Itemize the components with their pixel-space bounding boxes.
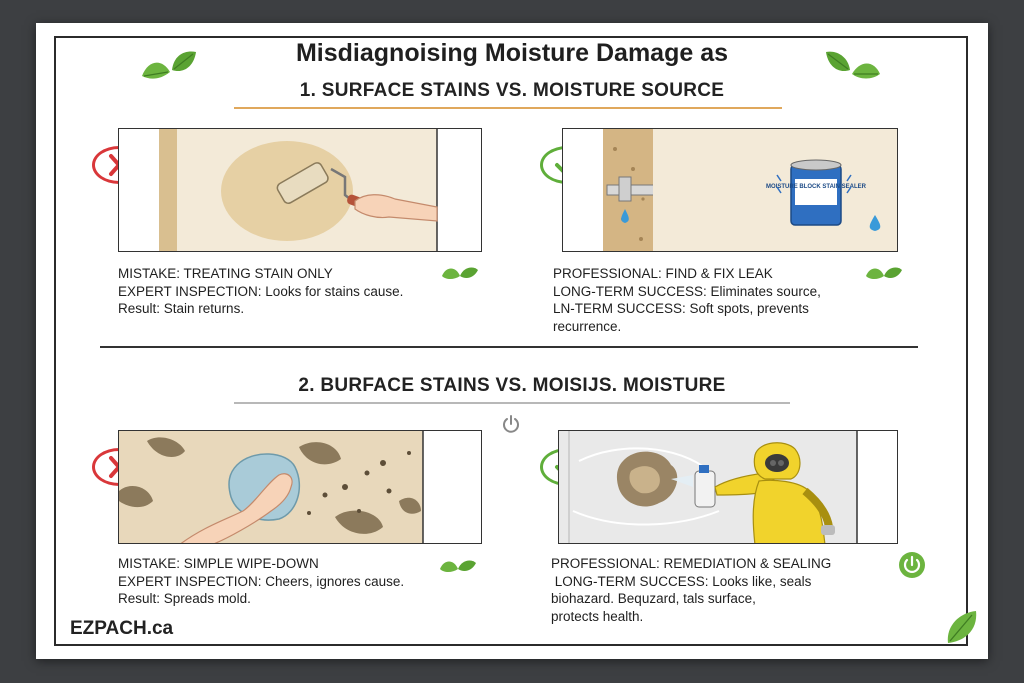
caption-line [553, 300, 821, 318]
section-underline [234, 107, 782, 109]
professional-caption [553, 265, 821, 335]
caption-line [553, 265, 821, 283]
caption-line [551, 590, 831, 608]
leaf-icon [864, 262, 904, 282]
caption-label: LONG-TERM SUCCESS: [551, 573, 709, 589]
caption-label: LN-TERM SUCCESS: [553, 301, 686, 316]
caption-line [551, 608, 831, 626]
section-heading: 2. BURFACE STAINS VS. MOISIJS. MOISTURE [298, 375, 726, 396]
leak-fix-scene [563, 129, 898, 252]
caption-label: LONG-TERM SUCCESS: [553, 283, 707, 299]
power-icon [898, 551, 926, 579]
caption-line [118, 555, 404, 573]
caption-text: Spreads mold. [160, 591, 251, 606]
caption-text: Soft spots, prevents [685, 301, 809, 316]
caption-text: Cheers, ignores cause. [261, 573, 405, 589]
caption-label: MISTAKE: SIMPLE WIPE-DOWN [118, 556, 319, 571]
caption-label: EXPERT INSPECTION: [118, 573, 262, 589]
caption-line [551, 573, 831, 591]
paint-roller-scene [119, 129, 482, 252]
professional-illustration [562, 128, 898, 252]
leaf-icon [440, 262, 480, 282]
caption-line [553, 283, 821, 301]
caption-label: EXPERT INSPECTION: [118, 283, 262, 299]
caption-text: Looks for stains cause. [261, 283, 404, 299]
sealer-can-label: MOISTURE BLOCK STAIN SEALER [766, 184, 866, 190]
caption-label: Result: [118, 591, 161, 606]
caption-label: PROFESSIONAL: REMEDIATION & SEALING [551, 556, 832, 571]
wipe-down-scene [119, 431, 482, 544]
mistake-illustration [118, 128, 482, 252]
leaf-icon [438, 555, 478, 575]
caption-label: protects health. [551, 608, 644, 624]
caption-line [118, 300, 403, 318]
caption-line [118, 590, 404, 608]
mistake-illustration [118, 430, 482, 544]
page-title: Misdiagnoising Moisture Damage as [295, 39, 729, 67]
caption-line [551, 555, 831, 573]
caption-label: recurrence. [553, 318, 622, 334]
leaf-icon [822, 48, 884, 86]
section-heading: 1. SURFACE STAINS VS. MOISTURE SOURCE [299, 80, 725, 101]
caption-label: MISTAKE: TREATING STAIN ONLY [118, 266, 333, 281]
power-icon [500, 413, 522, 435]
infographic-card [36, 23, 988, 659]
caption-line [118, 265, 403, 283]
caption-text: Stain returns. [160, 301, 245, 316]
remediation-scene [559, 431, 898, 544]
caption-label: PROFESSIONAL: FIND & FIX LEAK [553, 266, 773, 281]
caption-line [118, 283, 403, 301]
professional-illustration [558, 430, 898, 544]
caption-text: Looks like, seals [708, 573, 812, 589]
mistake-caption [118, 555, 404, 608]
section-divider [100, 346, 918, 348]
leaf-icon [942, 607, 982, 647]
professional-caption [551, 555, 831, 625]
caption-label: Result: [118, 301, 161, 316]
caption-line [553, 318, 821, 336]
caption-label: biohazard. Bequzard, tals surface, [551, 591, 756, 606]
caption-text: Eliminates source, [706, 283, 821, 299]
mistake-caption [118, 265, 403, 318]
caption-line [118, 573, 404, 591]
section-underline [234, 402, 790, 404]
brand-name: EZPACH.ca [70, 618, 174, 639]
